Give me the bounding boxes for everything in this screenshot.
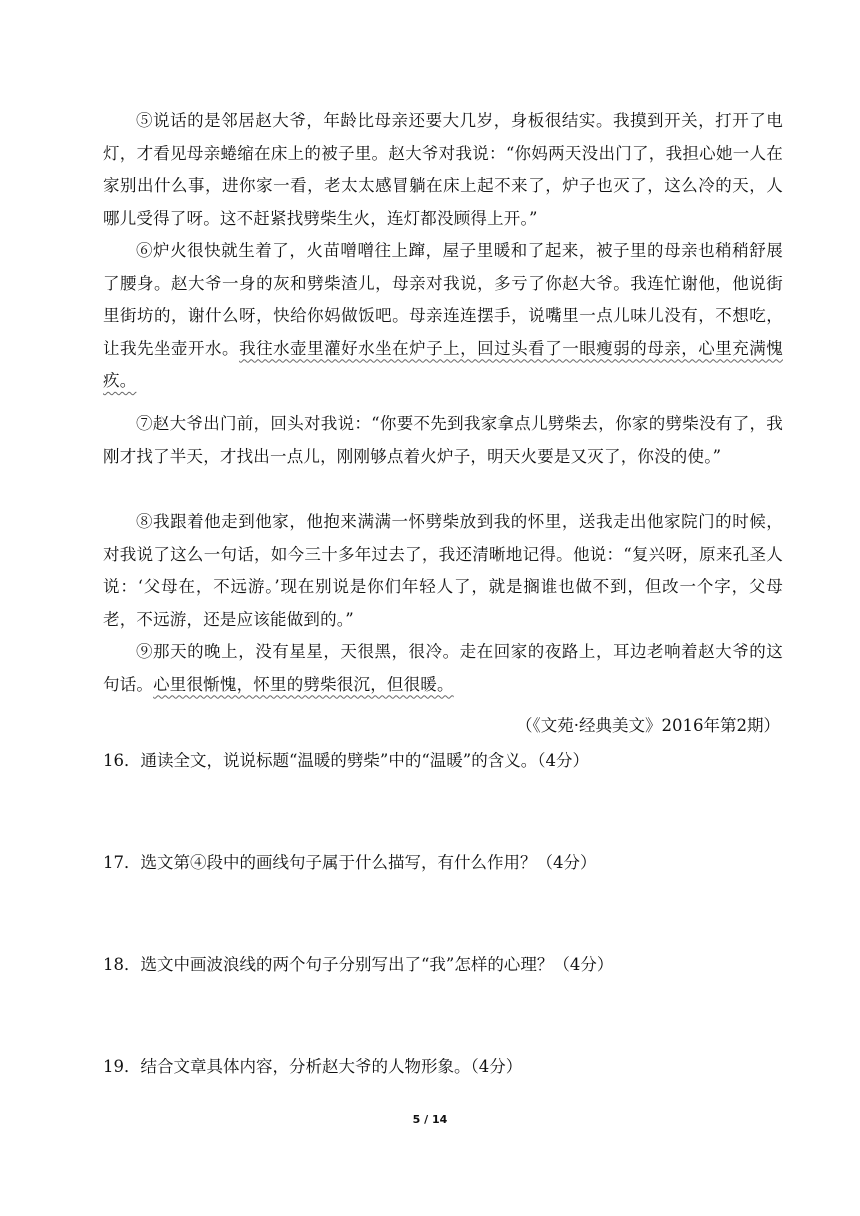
question-19: 19．结合文章具体内容，分析赵大爷的人物形象。（4分）	[103, 1057, 523, 1076]
paragraph-9-text: ⑨那天的晚上，没有星星，天很黑，很冷。走在回家的夜路上，耳边老响着赵大爷的这句话。	[103, 642, 783, 694]
page-number: 5 / 14	[412, 1113, 448, 1126]
paragraph-6-wavy-sentence: 我往水壶里灌好水坐在炉子上，回过头看了一眼瘦弱的母亲，心里充满愧疚。	[103, 338, 783, 390]
source-citation: （《文苑·经典美文》2016年第2期）	[516, 716, 780, 735]
question-16: 16．通读全文，说说标题“温暖的劈柴”中的“温暖”的含义。（4分）	[103, 751, 589, 770]
question-17: 17．选文第④段中的画线句子属于什么描写，有什么作用？（4分）	[103, 853, 597, 872]
paragraph-5: ⑤说话的是邻居赵大爷，年龄比母亲还要大几岁，身板很结实。我摸到开关，打开了电灯，才看见母亲蜷缩在床上的被子里。赵大爷对我说：“你妈两天没出门了，我担心她一人在家别出什么事，进你家一看，老太太感冒躺在床上起不来了，炉子也灭了，这么冷的天，人哪儿受得了呀。这不赶紧找劈柴生火，连灯都没顾得上开。”	[103, 111, 783, 228]
paragraph-9-wavy-sentence: 心里很惭愧，怀里的劈柴很沉，但很暖。	[153, 674, 454, 694]
paragraph-9	[103, 636, 783, 701]
paragraph-7: ⑦赵大爷出门前，回头对我说：“你要不先到我家拿点儿劈柴去，你家的劈柴没有了，我刚才找了半天，才找出一点儿，刚刚够点着火炉子，明天火要是又灭了，你没的使。”	[103, 414, 783, 466]
paragraph-8: ⑧我跟着他走到他家，他抱来满满一怀劈柴放到我的怀里，送我走出他家院门的时候，对我说了这么一句话，如今三十多年过去了，我还清晰地记得。他说：“复兴呀，原来孔圣人说：‘父母在，不远游。’现在别说是你们年轻人了，就是搁谁也做不到，但改一个字，父母老，不远游，还是应该能做到的。”	[103, 512, 783, 629]
question-18: 18．选文中画波浪线的两个句子分别写出了“我”怎样的心理？（4分）	[103, 955, 614, 974]
paragraph-6-text: ⑥炉火很快就生着了，火苗噌噌往上蹿，屋子里暖和了起来，被子里的母亲也稍稍舒展了腰身。赵大爷一身的灰和劈柴渣儿，母亲对我说，多亏了你赵大爷。我连忙谢他，他说街里街坊的，谢什么呀，快给你妈做饭吧。母亲连连摆手，说嘴里一点儿味儿没有，不想吃，让我先坐壶开水。	[103, 241, 783, 358]
paragraph-6	[103, 235, 783, 398]
